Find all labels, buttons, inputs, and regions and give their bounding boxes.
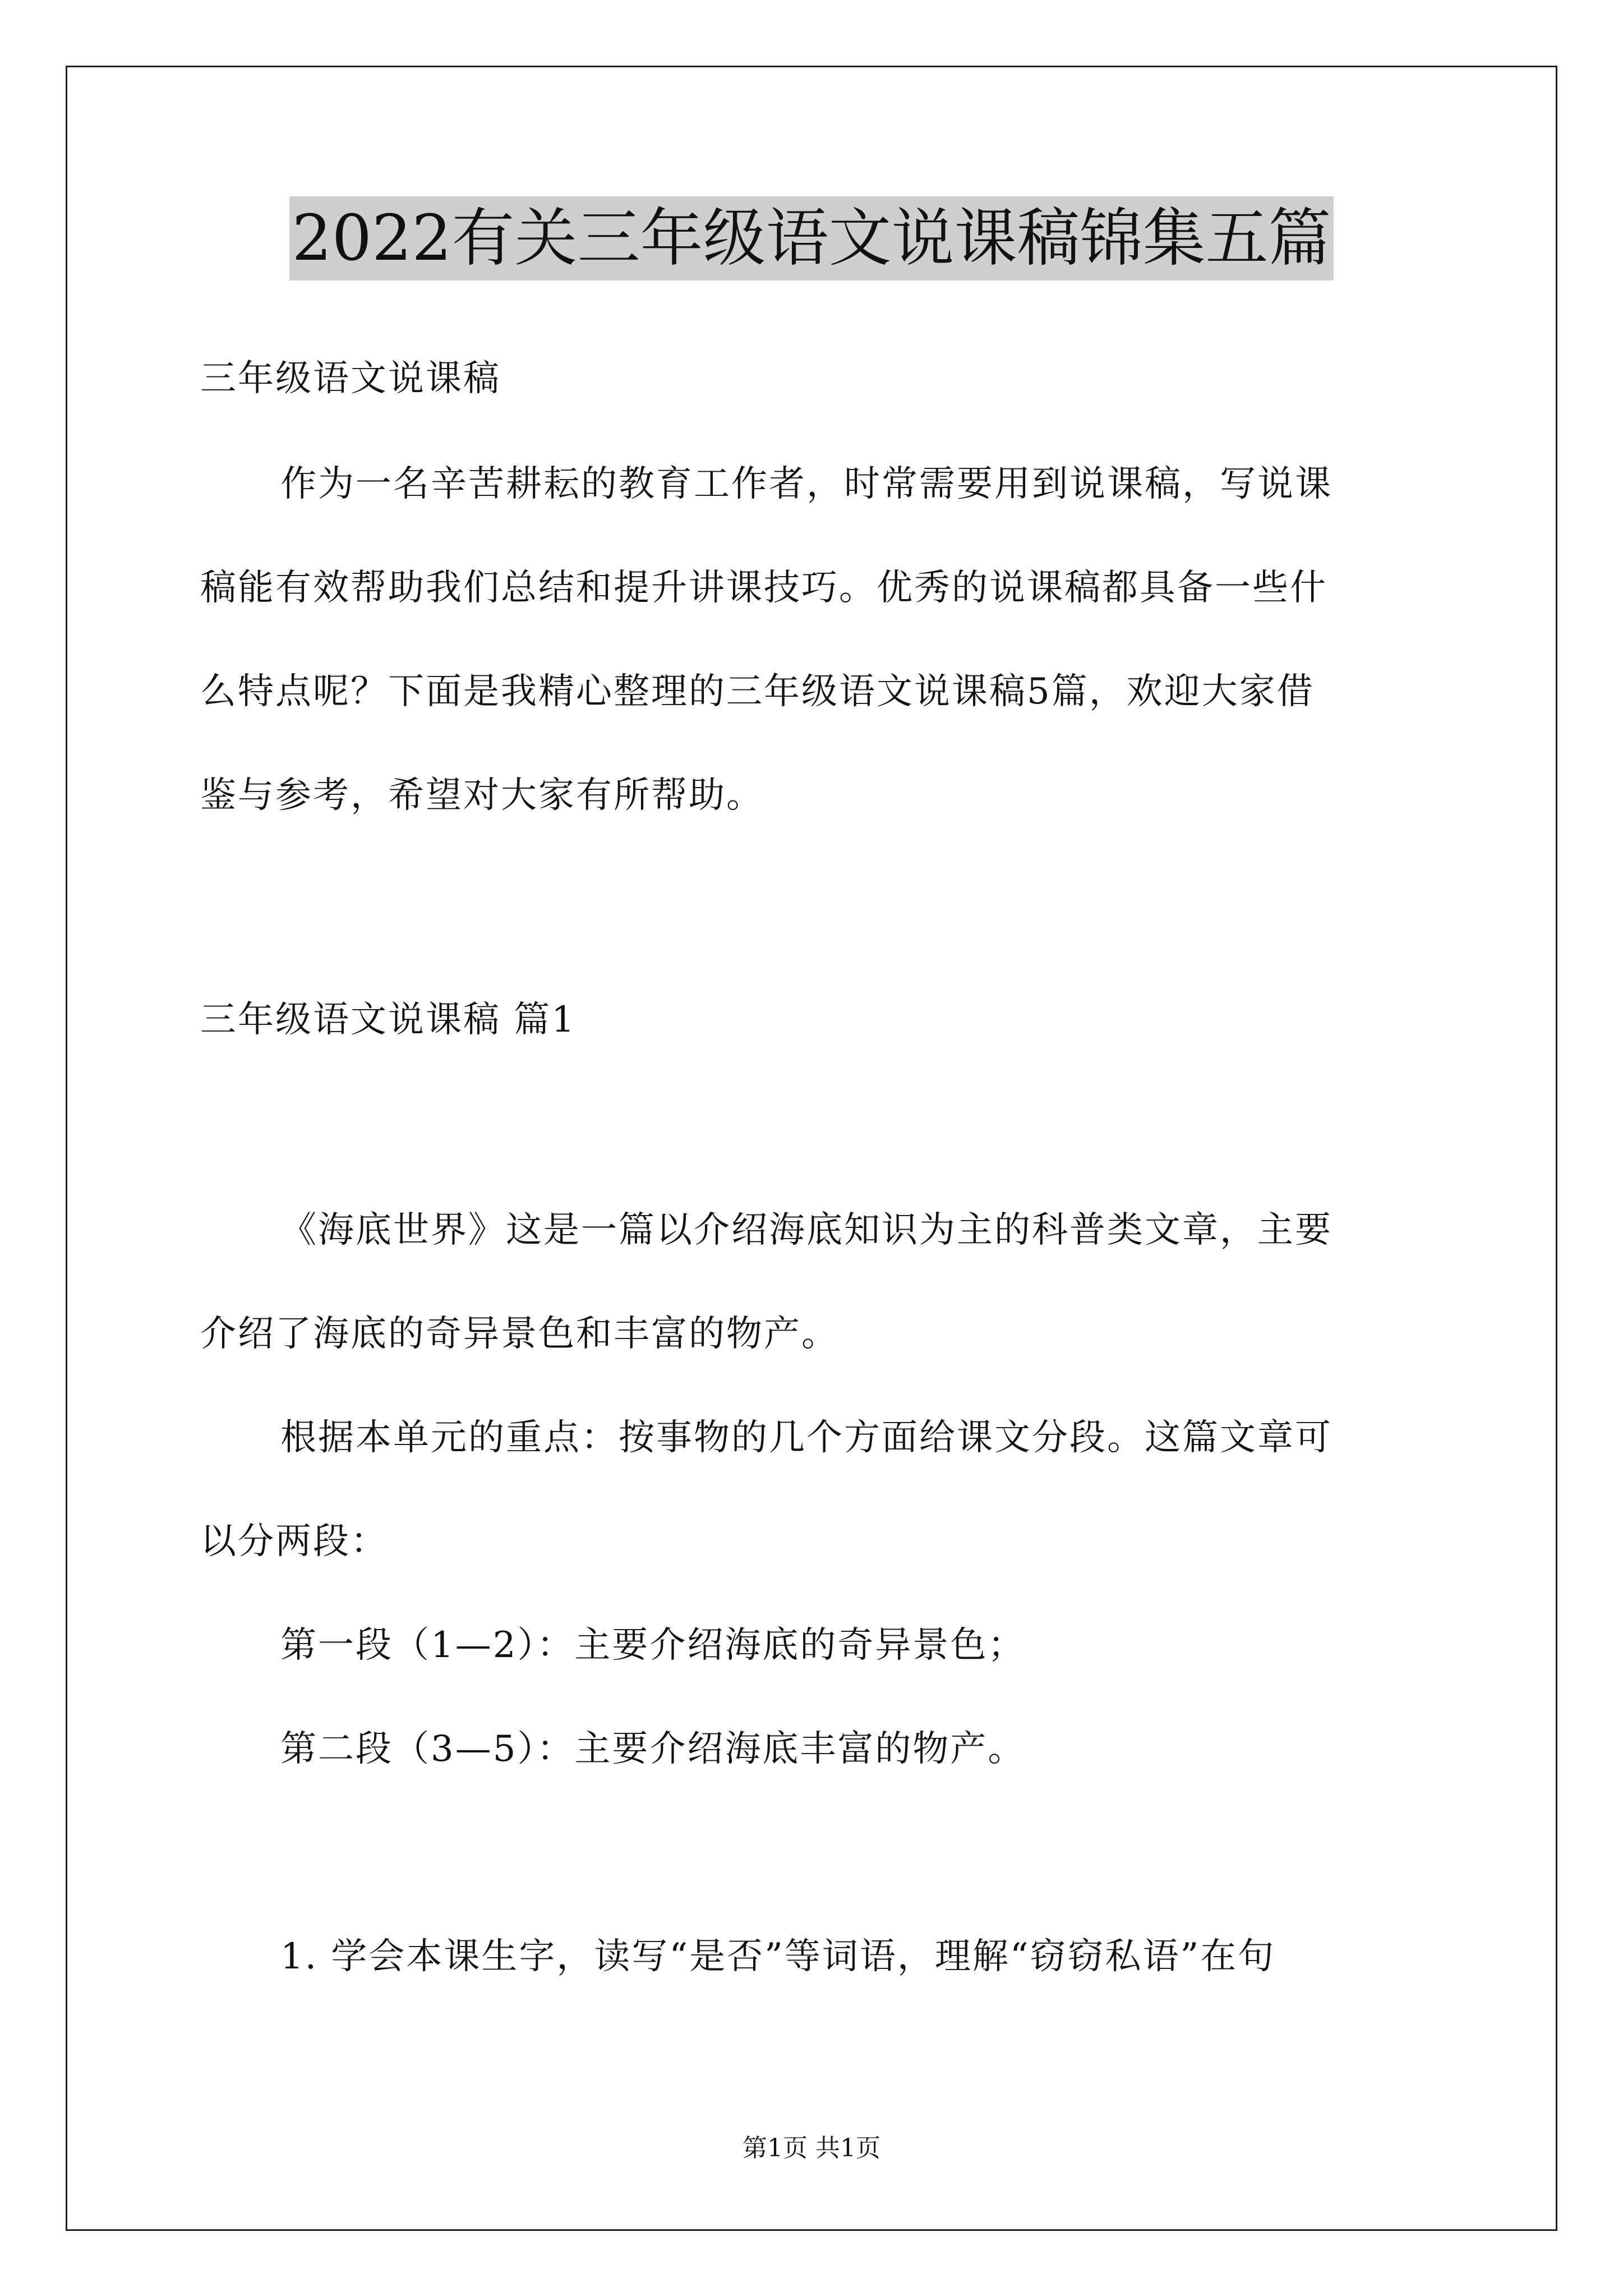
paragraph-line: 根据本单元的重点：按事物的几个方面给课文分段。这篇文章可 (280, 1417, 1332, 1458)
paragraph-line: 1. 学会本课生字，读写“是否”等词语，理解“窃窃私语”在句 (280, 1936, 1276, 1977)
title-container (0, 196, 1623, 280)
paragraph-line: 《海底世界》这是一篇以介绍海底知识为主的科普类文章，主要 (280, 1209, 1332, 1251)
paragraph-line: 介绍了海底的奇异景色和丰富的物产。 (200, 1313, 839, 1355)
paragraph-line: 稿能有效帮助我们总结和提升讲课技巧。优秀的说课稿都具备一些什 (200, 567, 1327, 609)
page-footer: 第1页 共1页 (743, 2134, 880, 2162)
section-heading: 三年级语文说课稿 (200, 358, 501, 399)
paragraph-line: 作为一名辛苦耕耘的教育工作者，时常需要用到说课稿，写说课 (280, 463, 1332, 505)
paragraph-line: 鉴与参考，希望对大家有所帮助。 (200, 775, 764, 816)
paragraph-line: 么特点呢？下面是我精心整理的三年级语文说课稿5篇，欢迎大家借 (200, 671, 1315, 712)
paragraph-line: 以分两段： (200, 1521, 388, 1562)
paragraph-line: 第二段（3—5）：主要介绍海底丰富的物产。 (280, 1728, 1026, 1770)
section-heading: 三年级语文说课稿 篇1 (200, 999, 577, 1041)
document-title: 2022有关三年级语文说课稿锦集五篇 (289, 196, 1333, 280)
paragraph-line: 第一段（1—2）：主要介绍海底的奇异景色； (280, 1625, 1026, 1666)
